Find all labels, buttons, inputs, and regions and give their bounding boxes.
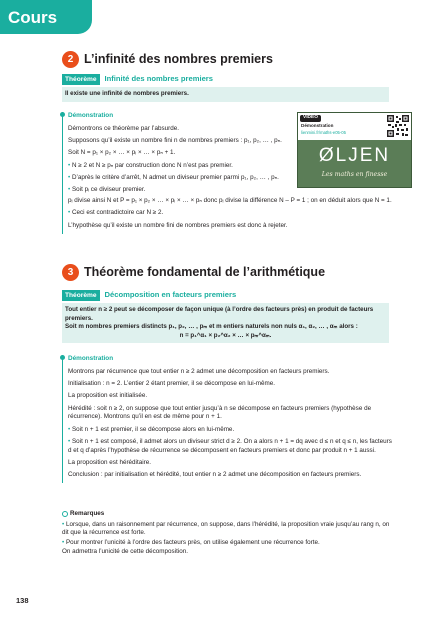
demonstration-2-label: Démonstration [68, 355, 114, 362]
section-3-heading [62, 264, 325, 281]
theorem-2-badge: Théorème [62, 290, 100, 301]
demo2-line: Hérédité : soit n ≥ 2, on suppose que tout entier jusqu’à n se décompose en facteurs premiers (hypothèse de récurrence). Montrons qu’il en est de même pour n + 1. [68, 404, 372, 421]
demonstration-2-bullet-icon [60, 355, 65, 360]
remarque-line: • Pour montrer l’unicité à l’ordre des facteurs près, on utilise également une récurrence forte. [62, 539, 392, 548]
remarque-line: On admettra l’unicité de cette décomposition. [62, 547, 189, 555]
section-2-number: 2 [62, 51, 79, 68]
demonstration-1 [62, 112, 294, 199]
theorem-1-badge: Théorème [62, 74, 100, 85]
section-3-number: 3 [62, 264, 79, 281]
section-2-title: L’infinité des nombres premiers [84, 52, 273, 66]
theorem-2-title: Décomposition en facteurs premiers [104, 290, 237, 300]
theorem-2-line: Tout entier n ≥ 2 peut se décomposer de façon unique (à l’ordre des facteurs près) en produit de facteurs premiers. [65, 306, 374, 322]
demo2-line: Initialisation : n = 2. L’entier 2 étant premier, il se décompose en lui-même. [68, 380, 276, 388]
remarques-block [62, 510, 392, 557]
demo1-line: Démontrons ce théorème par l’absurde. [68, 124, 179, 132]
demo2-line: Conclusion : par initialisation et hérédité, tout entier n ≥ 2 admet une décomposition en facteurs premiers. [68, 471, 362, 479]
demo1-line: pᵢ divise ainsi N et P = p₁ × p₂ × … × pᵢ × … × pₙ donc pᵢ divise la différence N – P = 1 ; on en déduit alors que N = 1. [68, 197, 392, 204]
theorem-2-heading [62, 290, 236, 301]
demonstration-2 [62, 355, 392, 483]
video-card-header [298, 113, 411, 140]
qr-code-icon[interactable] [387, 115, 409, 137]
remarques-title: Remarques [70, 510, 105, 517]
remarques-icon [62, 511, 68, 517]
demo1-line: L’hypothèse qu’il existe un nombre fini de nombres premiers est donc à rejeter. [68, 221, 288, 229]
video-title: Démonstration [301, 123, 334, 128]
video-badge: VIDÉO [300, 115, 321, 122]
theorem-2-formula: n = p₁^α₁ × p₂^α₂ × … × pₘ^αₘ. [179, 331, 272, 339]
demo2-line: La proposition est héréditaire. [68, 458, 151, 466]
video-link[interactable]: lienmini.fr/maths-e05-05 [301, 130, 346, 135]
video-card[interactable] [297, 112, 412, 188]
demo1-line: • N ≥ 2 et N ≥ pₙ par construction donc N n’est pas premier. [68, 162, 294, 171]
cours-tab [0, 0, 92, 34]
theorem-1-heading [62, 74, 213, 85]
demo1-line: Soit N = p₁ × p₂ × … × pᵢ × … × pₙ + 1. [68, 149, 176, 157]
theorem-2-statement [62, 303, 389, 343]
theorem-1-title: Infinité des nombres premiers [104, 74, 213, 84]
demo2-line: Montrons par récurrence que tout entier n ≥ 2 admet une décomposition en facteurs premiers. [68, 367, 330, 375]
theorem-1-statement: Il existe une infinité de nombres premiers. [62, 87, 389, 102]
demo1-line: Supposons qu’il existe un nombre fini n de nombres premiers : p₁, p₂, … , pₙ. [68, 137, 282, 145]
demonstration-1-continued [62, 197, 392, 234]
demo2-line: • Soit n + 1 est composé, il admet alors un diviseur strict d ≥ 2. On a alors n + 1 = dq avec d ≤ n et q ≤ n, les facteurs d et q d’après l’hypothèse de récurrence se décomposent en facteurs premiers et donc par produit n + 1 aussi. [68, 438, 392, 455]
section-2-heading [62, 51, 273, 68]
page-number: 138 [16, 596, 29, 605]
demo1-line: • D’après le critère d’arrêt, N admet un diviseur premier parmi p₁, p₂, … , pₙ. [68, 174, 294, 183]
remarque-line: • Lorsque, dans un raisonnement par récurrence, on suppose, dans l’hérédité, la proposition vraie jusqu’au rang n, on dit que la récurrence est forte. [62, 521, 392, 538]
oljen-subtitle: Les maths en finesse [321, 171, 388, 178]
oljen-logo: ØLJEN [318, 145, 391, 166]
remarques-heading [62, 510, 392, 519]
demo1-line: • Soit pᵢ ce diviseur premier. [68, 186, 294, 195]
section-3-title: Théorème fondamental de l’arithmétique [84, 265, 326, 279]
cours-tab-label: Cours [8, 8, 58, 27]
demonstration-1-label: Démonstration [68, 112, 114, 119]
demo1-line: • Ceci est contradictoire car N ≥ 2. [68, 209, 392, 218]
demo2-line: La proposition est initialisée. [68, 392, 148, 400]
demonstration-1-bullet-icon [60, 112, 65, 117]
demo2-line: • Soit n + 1 est premier, il se décompose alors en lui-même. [68, 426, 392, 435]
theorem-2-line: Soit m nombres premiers distincts p₁, p₂, … , pₘ et m entiers naturels non nuls α₁, α₂, … , αₘ alors : [65, 323, 358, 331]
